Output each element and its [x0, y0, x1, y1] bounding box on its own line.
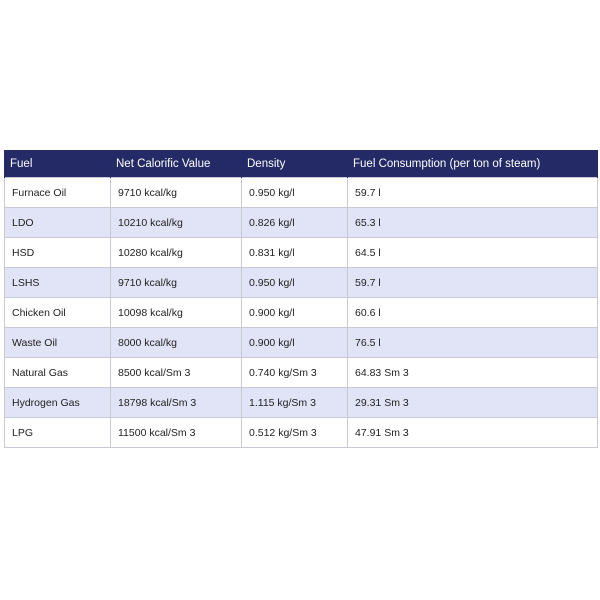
cell-net-calorific-value: 11500 kcal/Sm 3 [111, 418, 242, 448]
header-net-calorific-value: Net Calorific Value [111, 150, 242, 178]
cell-density: 1.115 kg/Sm 3 [242, 388, 348, 418]
header-row [5, 150, 598, 178]
cell-fuel: Furnace Oil [5, 178, 111, 208]
cell-density: 0.950 kg/l [242, 268, 348, 298]
cell-fuel-consumption: 60.6 l [348, 298, 598, 328]
cell-net-calorific-value: 10210 kcal/kg [111, 208, 242, 238]
cell-fuel-consumption: 76.5 l [348, 328, 598, 358]
cell-fuel-consumption: 65.3 l [348, 208, 598, 238]
cell-net-calorific-value: 9710 kcal/kg [111, 268, 242, 298]
table-row [5, 388, 598, 418]
cell-fuel-consumption: 59.7 l [348, 178, 598, 208]
cell-fuel: HSD [5, 238, 111, 268]
cell-net-calorific-value: 18798 kcal/Sm 3 [111, 388, 242, 418]
table-body [5, 178, 598, 448]
table-row [5, 328, 598, 358]
cell-fuel: Natural Gas [5, 358, 111, 388]
cell-density: 0.826 kg/l [242, 208, 348, 238]
cell-fuel: Hydrogen Gas [5, 388, 111, 418]
fuel-table-container [4, 150, 597, 448]
cell-fuel: Chicken Oil [5, 298, 111, 328]
table-row [5, 358, 598, 388]
cell-density: 0.950 kg/l [242, 178, 348, 208]
cell-fuel-consumption: 59.7 l [348, 268, 598, 298]
cell-net-calorific-value: 10280 kcal/kg [111, 238, 242, 268]
cell-fuel: LPG [5, 418, 111, 448]
cell-density: 0.831 kg/l [242, 238, 348, 268]
cell-density: 0.740 kg/Sm 3 [242, 358, 348, 388]
cell-net-calorific-value: 9710 kcal/kg [111, 178, 242, 208]
table-row [5, 268, 598, 298]
header-density: Density [242, 150, 348, 178]
table-row [5, 298, 598, 328]
cell-density: 0.900 kg/l [242, 328, 348, 358]
cell-fuel-consumption: 29.31 Sm 3 [348, 388, 598, 418]
cell-net-calorific-value: 8500 kcal/Sm 3 [111, 358, 242, 388]
cell-density: 0.900 kg/l [242, 298, 348, 328]
cell-fuel-consumption: 64.83 Sm 3 [348, 358, 598, 388]
cell-net-calorific-value: 10098 kcal/kg [111, 298, 242, 328]
header-fuel: Fuel [5, 150, 111, 178]
cell-fuel-consumption: 64.5 l [348, 238, 598, 268]
table-row [5, 238, 598, 268]
table-row [5, 208, 598, 238]
table-row [5, 178, 598, 208]
cell-density: 0.512 kg/Sm 3 [242, 418, 348, 448]
table-header [5, 150, 598, 178]
cell-fuel: LSHS [5, 268, 111, 298]
fuel-comparison-table [4, 150, 598, 448]
cell-fuel-consumption: 47.91 Sm 3 [348, 418, 598, 448]
table-row [5, 418, 598, 448]
cell-fuel: Waste Oil [5, 328, 111, 358]
cell-fuel: LDO [5, 208, 111, 238]
header-fuel-consumption: Fuel Consumption (per ton of steam) [348, 150, 598, 178]
cell-net-calorific-value: 8000 kcal/kg [111, 328, 242, 358]
